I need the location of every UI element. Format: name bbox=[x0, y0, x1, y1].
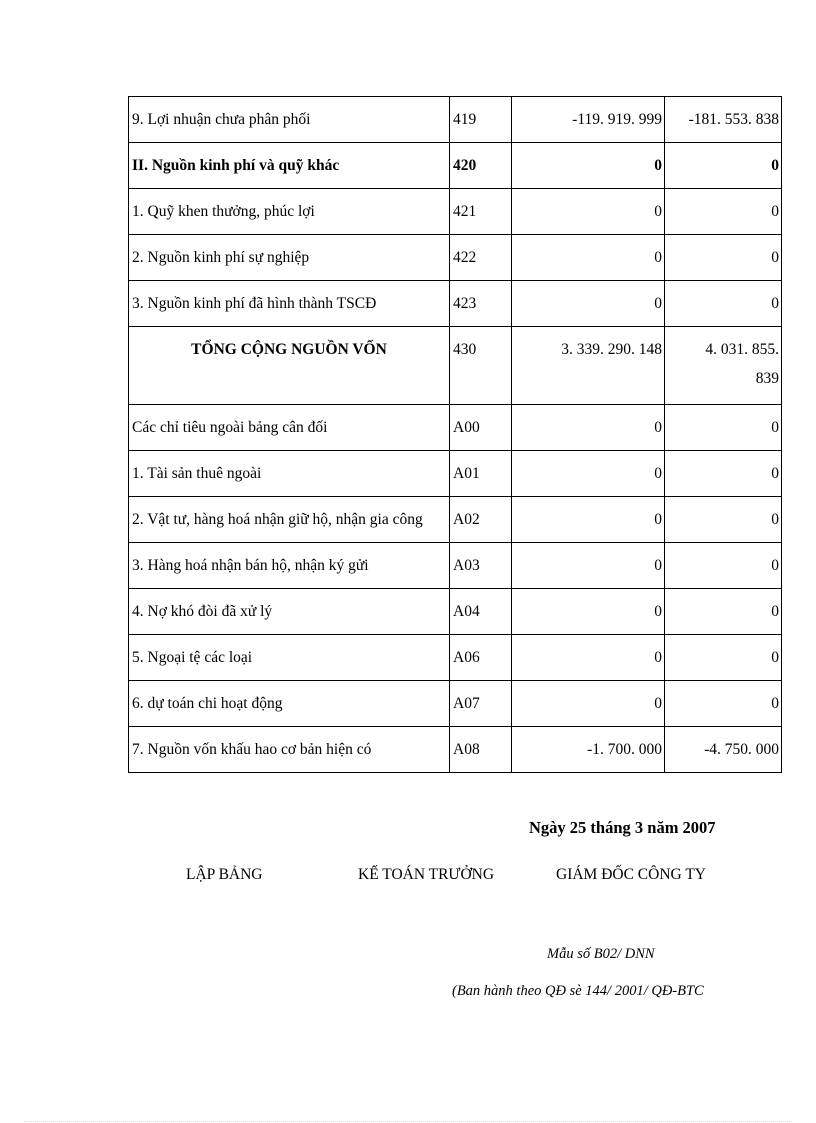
row-value-end: 0 bbox=[512, 143, 665, 189]
row-code: 423 bbox=[450, 281, 512, 327]
row-value-end: 0 bbox=[512, 497, 665, 543]
row-value-end: 0 bbox=[512, 451, 665, 497]
row-name: 1. Tài sản thuê ngoài bbox=[129, 451, 450, 497]
table-row bbox=[129, 635, 782, 681]
row-code: A01 bbox=[450, 451, 512, 497]
row-code: A00 bbox=[450, 405, 512, 451]
row-value-begin: 4. 031. 855. 839 bbox=[665, 327, 782, 405]
row-code: A07 bbox=[450, 681, 512, 727]
row-name: Các chỉ tiêu ngoài bảng cân đối bbox=[129, 405, 450, 451]
row-value-end: 0 bbox=[512, 681, 665, 727]
row-value-end: 0 bbox=[512, 405, 665, 451]
report-date: Ngày 25 tháng 3 năm 2007 bbox=[529, 818, 716, 837]
table-row bbox=[129, 189, 782, 235]
row-code: 419 bbox=[450, 97, 512, 143]
row-name: 9. Lợi nhuận chưa phân phối bbox=[129, 97, 450, 143]
form-number: Mẫu số B02/ DNN bbox=[547, 946, 655, 962]
row-code: A06 bbox=[450, 635, 512, 681]
row-value-begin: 0 bbox=[665, 189, 782, 235]
row-name: II. Nguồn kinh phí và quỹ khác bbox=[129, 143, 450, 189]
row-value-begin: 0 bbox=[665, 543, 782, 589]
table-row bbox=[129, 727, 782, 773]
row-value-begin: -181. 553. 838 bbox=[665, 97, 782, 143]
table-row bbox=[129, 281, 782, 327]
row-value-begin: 0 bbox=[665, 405, 782, 451]
row-code: A04 bbox=[450, 589, 512, 635]
table-row bbox=[129, 235, 782, 281]
table-row bbox=[129, 451, 782, 497]
row-value-end: -119. 919. 999 bbox=[512, 97, 665, 143]
row-value-begin: 0 bbox=[665, 451, 782, 497]
table-row bbox=[129, 543, 782, 589]
row-value-begin: 0 bbox=[665, 589, 782, 635]
row-code: 422 bbox=[450, 235, 512, 281]
row-name: 5. Ngoại tệ các loại bbox=[129, 635, 450, 681]
table-row bbox=[129, 405, 782, 451]
row-value-end: 3. 339. 290. 148 bbox=[512, 327, 665, 405]
row-code: 421 bbox=[450, 189, 512, 235]
row-code: A02 bbox=[450, 497, 512, 543]
decree-reference: (Ban hành theo QĐ sè 144/ 2001/ QĐ-BTC bbox=[452, 983, 704, 999]
row-value-end: 0 bbox=[512, 589, 665, 635]
table-row bbox=[129, 143, 782, 189]
table-row bbox=[129, 589, 782, 635]
row-value-end: 0 bbox=[512, 189, 665, 235]
prepared-by-label: LẬP BẢNG bbox=[186, 866, 263, 883]
row-value-end: 0 bbox=[512, 235, 665, 281]
row-value-end: 0 bbox=[512, 281, 665, 327]
row-value-begin: 0 bbox=[665, 235, 782, 281]
row-name: 4. Nợ khó đòi đã xử lý bbox=[129, 589, 450, 635]
row-value-begin: 0 bbox=[665, 281, 782, 327]
row-value-end: 0 bbox=[512, 635, 665, 681]
row-value-begin: -4. 750. 000 bbox=[665, 727, 782, 773]
row-value-begin: 0 bbox=[665, 681, 782, 727]
chief-accountant-label: KẾ TOÁN TRƯỞNG bbox=[358, 866, 495, 883]
balance-sheet-table bbox=[128, 96, 782, 773]
row-name: 2. Vật tư, hàng hoá nhận giữ hộ, nhận gia công bbox=[129, 497, 450, 543]
row-code: 420 bbox=[450, 143, 512, 189]
row-value-begin: 0 bbox=[665, 143, 782, 189]
row-value-end: 0 bbox=[512, 543, 665, 589]
row-name: 2. Nguồn kinh phí sự nghiệp bbox=[129, 235, 450, 281]
row-name: 7. Nguồn vốn khấu hao cơ bản hiện có bbox=[129, 727, 450, 773]
row-name: TỔNG CỘNG NGUỒN VỐN bbox=[129, 327, 450, 405]
row-code: A08 bbox=[450, 727, 512, 773]
table-row bbox=[129, 497, 782, 543]
row-value-end: -1. 700. 000 bbox=[512, 727, 665, 773]
director-label: GIÁM ĐỐC CÔNG TY bbox=[556, 866, 706, 883]
row-name: 3. Nguồn kinh phí đã hình thành TSCĐ bbox=[129, 281, 450, 327]
row-code: 430 bbox=[450, 327, 512, 405]
table-row bbox=[129, 97, 782, 143]
total-row bbox=[129, 327, 782, 405]
row-name: 3. Hàng hoá nhận bán hộ, nhận ký gửi bbox=[129, 543, 450, 589]
row-name: 6. dự toán chi hoạt động bbox=[129, 681, 450, 727]
row-value-begin: 0 bbox=[665, 635, 782, 681]
table-row bbox=[129, 681, 782, 727]
row-code: A03 bbox=[450, 543, 512, 589]
row-value-begin: 0 bbox=[665, 497, 782, 543]
page-divider bbox=[24, 1121, 792, 1122]
row-name: 1. Quỹ khen thưởng, phúc lợi bbox=[129, 189, 450, 235]
